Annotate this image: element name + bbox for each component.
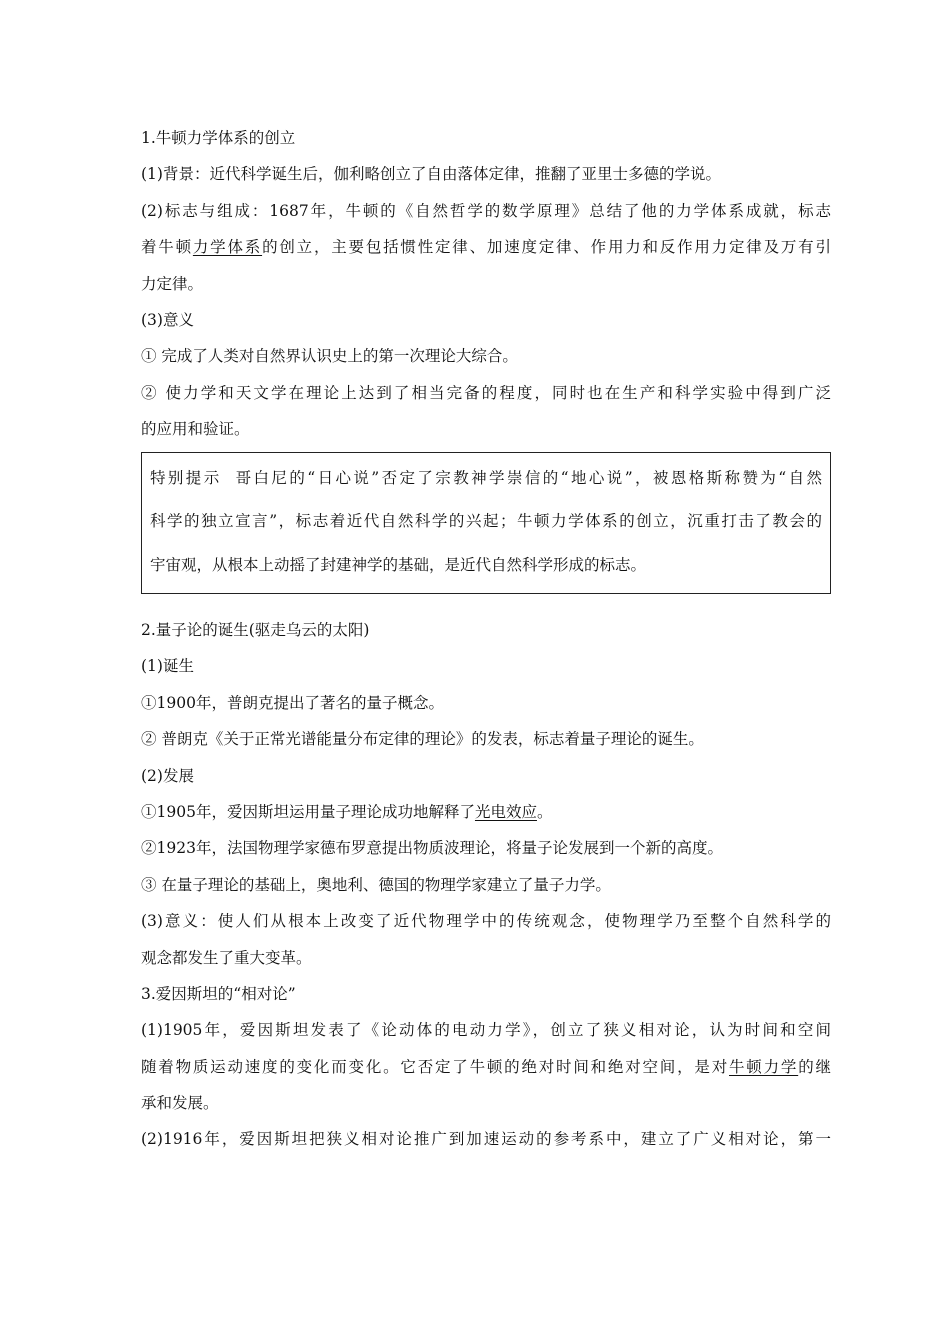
underlined-term: 光电效应 <box>474 802 537 821</box>
text-run: 。 <box>536 802 553 821</box>
section-1-title: 1.牛顿力学体系的创立 <box>141 129 296 147</box>
special-tip-box <box>141 452 831 595</box>
section-2-development-1 <box>141 794 831 830</box>
section-3-para-1-line-1: (1)1905年，爱因斯坦发表了《论动体的电动力学》，创立了狭义相对论，认为时间和空间 <box>141 1021 831 1040</box>
text-run: 的创立，主要包括惯性定律、加速度定律、作用力和反作用力定律及万有引 <box>262 238 831 257</box>
tip-label: 特别提示 <box>150 468 222 487</box>
section-2-birth-2: ② 普朗克《关于正常光谱能量分布定律的理论》的发表，标志着量子理论的诞生。 <box>141 730 704 749</box>
tip-line-2: 科学的独立宣言”，标志着近代自然科学的兴起；牛顿力学体系的创立，沉重打击了教会的 <box>150 512 822 531</box>
tip-line-1 <box>150 457 822 501</box>
section-1-significance-2-line-2: 的应用和验证。 <box>141 420 250 439</box>
section-1-mark-line-2 <box>141 229 831 265</box>
underlined-term: 力学体系 <box>192 238 263 257</box>
section-2-significance-line-1: (3)意义：使人们从根本上改变了近代物理学中的传统观念，使物理学乃至整个自然科学的 <box>141 912 831 931</box>
tip-text: 哥白尼的“日心说”否定了宗教神学崇信的“地心说”，被恩格斯称赞为“自然 <box>235 468 822 487</box>
section-3-para-1-line-3: 承和发展。 <box>141 1094 219 1113</box>
section-1-significance-title: (3)意义 <box>141 310 194 329</box>
text-run: ①1905年，爱因斯坦运用量子理论成功地解释了 <box>141 802 475 821</box>
section-3-title: 3.爱因斯坦的“相对论” <box>141 984 296 1003</box>
section-1-mark-line-3: 力定律。 <box>141 274 204 293</box>
section-1-mark-line-1: (2)标志与组成：1687年，牛顿的《自然哲学的数学原理》总结了他的力学体系成就，标志 <box>141 201 831 220</box>
section-2-birth-1: ①1900年，普朗克提出了著名的量子概念。 <box>141 693 444 712</box>
section-3-para-1-line-2 <box>141 1049 831 1085</box>
section-3-para-2-line-1: (2)1916年，爱因斯坦把狭义相对论推广到加速运动的参考系中，建立了广义相对论，第一 <box>141 1130 831 1149</box>
section-2-development-2: ②1923年，法国物理学家德布罗意提出物质波理论，将量子论发展到一个新的高度。 <box>141 839 723 858</box>
section-1-significance-1: ① 完成了人类对自然界认识史上的第一次理论大综合。 <box>141 347 518 366</box>
text-run: 的继 <box>798 1057 831 1076</box>
section-2-development-title: (2)发展 <box>141 766 194 785</box>
document-page <box>141 120 831 1158</box>
section-2-significance-line-2: 观念都发生了重大变革。 <box>141 948 312 967</box>
text-run: 着牛顿 <box>141 238 193 257</box>
underlined-term: 牛顿力学 <box>729 1057 799 1076</box>
section-2-birth-title: (1)诞生 <box>141 657 194 676</box>
section-1-significance-2-line-1: ② 使力学和天文学在理论上达到了相当完备的程度，同时也在生产和科学实验中得到广泛 <box>141 383 831 402</box>
section-1-background: (1)背景：近代科学诞生后，伽利略创立了自由落体定律，推翻了亚里士多德的学说。 <box>141 165 721 184</box>
section-2-development-3: ③ 在量子理论的基础上，奥地利、德国的物理学家建立了量子力学。 <box>141 875 611 894</box>
text-run: 随着物质运动速度的变化而变化。它否定了牛顿的绝对时间和绝对空间，是对 <box>141 1057 729 1076</box>
tip-line-3: 宇宙观，从根本上动摇了封建神学的基础，是近代自然科学形成的标志。 <box>150 555 647 574</box>
section-2-title: 2.量子论的诞生(驱走乌云的太阳) <box>141 621 370 640</box>
